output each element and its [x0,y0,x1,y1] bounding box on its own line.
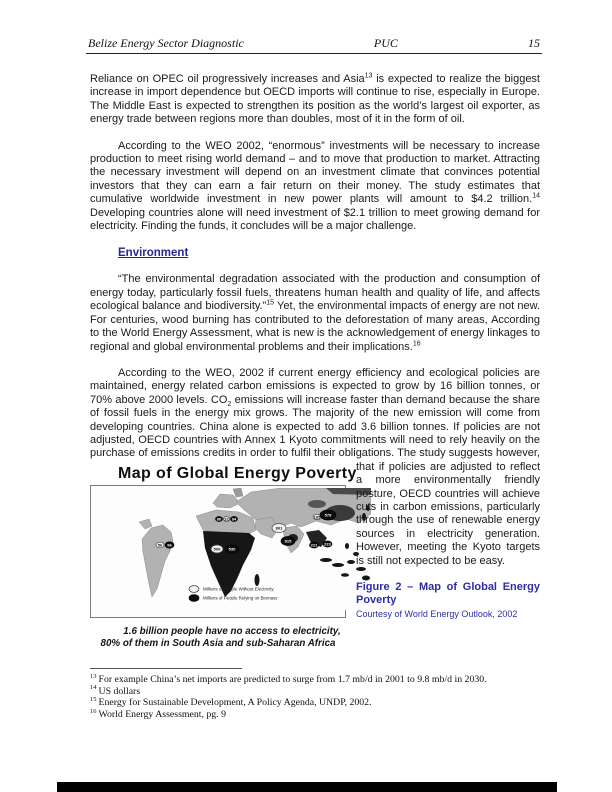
legend-swatch-without-electricity [189,586,199,593]
footnote-13 [90,674,540,686]
footnote-text: US dollars [98,685,141,697]
paragraph-weo-investment [90,140,540,234]
page-number: 15 [527,36,540,50]
figure-label: Figure 2 – Map of Global Energy Poverty [356,581,540,607]
header-divider [86,53,542,54]
footnote-text: Energy for Sustainable Development, A Policy Agenda, UNDP, 2002. [98,697,372,709]
footnote-14 [90,686,540,698]
footnote-15 [90,697,540,709]
world-map-graphic [121,488,371,610]
map-bubble-value: 84 [231,516,237,522]
map-caption-line1: 1.6 billion people have no access to electricity, [123,625,341,637]
paragraph-text: Reliance on OPEC oil progressively increases and Asia [90,73,365,85]
legend-label-without-electricity: Millions of People Without Electricity [203,586,274,592]
paragraph-text: According to the WEO 2002, “enormous” investments will be necessary to increase production to meet rising world demand – and to move that production to market. Attracting the necessary investment will depend on an investment climate that convinces potential investors that they can earn a fair return on their money. The study estimates that cumulative worldwide investment in new power plants will amount to $4.2 trillion. [90,139,540,206]
map-bubble-value: 223 [324,541,331,547]
map-bubble-value: 815 [284,538,292,544]
document-body [90,73,540,655]
footnote-number: 13 [90,672,97,680]
footnote-16 [90,709,540,721]
section-heading-environment: Environment [118,247,189,260]
paragraph-text: According to the WEO, 2002 if current energy efficiency and ecological policies are maintained, energy related carbon emissions is expected to grow by 16 billion tonnes, or 70% above 2000 levels. CO [90,366,540,406]
map-bubble-value: 32 [224,516,229,522]
footnote-ref-16: 16 [412,339,421,347]
map-bubble-value: 801 [275,525,283,531]
footnote-number: 16 [90,707,97,715]
footnote-number: 14 [90,684,97,692]
paragraph-text: suggests however, that if policies are adjusted to reflect a more environmentally friendly posture, OECD countries will achieve cuts in carbon emissions, particularly through the use of renewable energy sources in electricity generation. However, meeting the Kyoto targets is still not expected to be easy. [356,447,540,567]
footnote-number: 15 [90,695,97,703]
footnote-ref-15: 15 [266,299,275,307]
map-caption [90,626,346,651]
paragraph-text: Developing countries alone will need investment of $2.1 trillion to meet growing demand for electricity. Finding the funds, it concludes will be a major challenge. [90,206,540,233]
footnotes-section [90,668,540,720]
map-bubble-value: 221 [310,542,318,548]
header-center-label: PUC [373,36,398,50]
paragraph-text: is expected to realize the biggest increase in import dependence but OECD imports will continue to rise, especially in Europe. The Middle East is expected to strengthen its position as the world’s largest oil exporter, as energy trade between regions more than doubles, most of it in the form of oil. [90,73,540,126]
paragraph-opec-reliance [90,73,540,127]
map-image [90,485,346,617]
paragraph-environmental-degradation [90,273,540,353]
footnote-divider [90,668,242,669]
map-bubble-value: 579 [324,512,332,518]
page-header [88,36,540,51]
map-title: Map of Global Energy Poverty [118,464,357,482]
map-bubble-value: 96 [167,542,172,548]
map-bubble-value: 185 [313,514,321,520]
footnote-ref-13: 13 [364,72,373,80]
footnote-ref-14: 14 [532,192,540,200]
map-bubble-value: 80 [216,516,222,522]
figure-credit: Courtesy of World Energy Outlook, 2002 [356,608,518,619]
map-bubble-value: 56 [157,542,163,548]
map-bubble-value: 530 [228,546,236,552]
page-bottom-scan-artifact [57,782,557,792]
paragraph-text: emissions will increase faster than demand because the share of fossil fuels in the energy mix grows. The majority of the new emission will come from developing countries. China alone is expected to add 3.6 billion tonnes. If policies are not adjusted, OECD countries with Annex 1 Kyoto commitments will need to rely heavily on the purchase of emissions credits in order to fulfil their obligations. The study [90,393,540,460]
header-document-title: Belize Energy Sector Diagnostic [88,36,244,50]
legend-label-biomass: Millions of People Relying on Biomass [203,595,278,601]
co2-subscript: 2 [227,400,232,408]
paragraph-text: “The environmental degradation associated with the production and consumption of energy today, particularly fossil fuels, threatens human health and quality of life, and affects ecological balance and biodiversity.” [90,273,540,313]
footnote-text: World Energy Assessment, pg. 9 [98,708,226,720]
paragraph-text: Yet, the environmental impacts of energy are not new. For centuries, wood burning has contributed to the deforestation of many areas, According to the World Energy Assessment, what is new is the acknowledgement of energy linkages to regional and global environmental problems and their implications. [90,300,540,353]
footnote-text: For example China’s net imports are predicted to surge from 1.7 mb/d in 2001 to 9.8 mb/d in 2030. [98,674,487,685]
map-caption-line2: 80% of them in South Asia and sub-Saharan Africa [100,638,336,650]
figure-map-energy-poverty [90,464,357,651]
legend-swatch-biomass [189,595,199,602]
map-bubble-value: 509 [213,546,221,552]
